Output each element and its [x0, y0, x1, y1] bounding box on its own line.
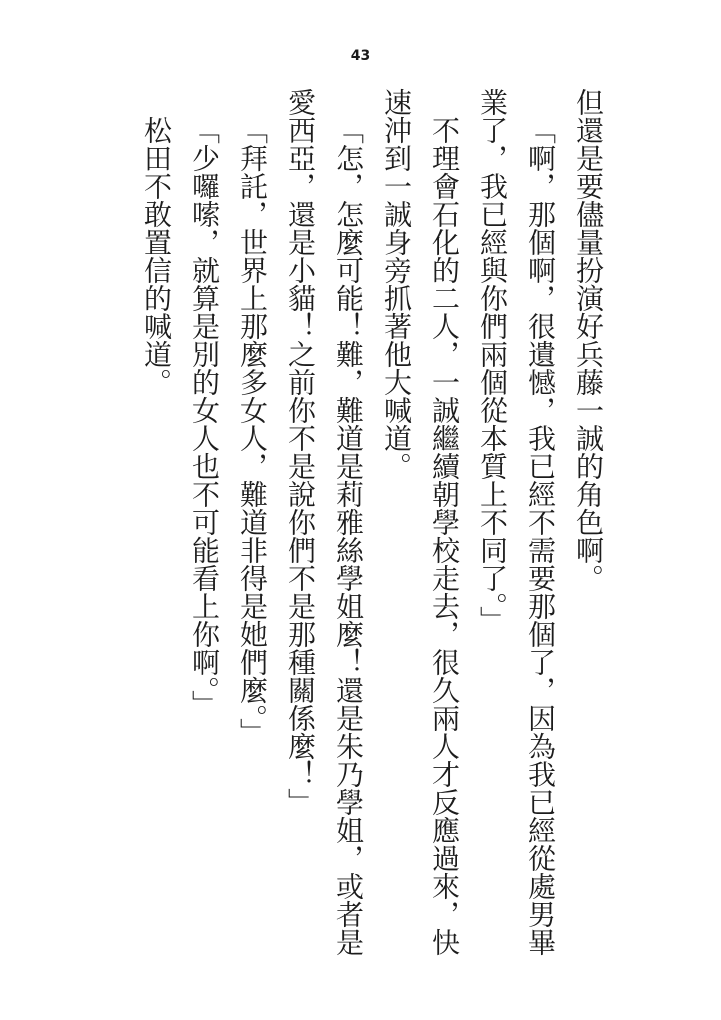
text-block	[131, 88, 611, 968]
paragraph-7: 松田不敢置信的喊道。	[140, 116, 171, 396]
paragraph-3: 不理會石化的二人，一誠繼續朝學校走去，很久兩人才反應過來，快速沖到一誠身旁抓著他大喊道。	[380, 88, 459, 956]
paragraph-4: 「怎，怎麼可能！難，難道是莉雅絲學姐麼！還是朱乃學姐，或者是愛西亞，還是小貓！之前你不是說你們不是那種關係麼！」	[284, 88, 363, 956]
paragraph-2: 「啊，那個啊，很遺憾，我已經不需要那個了，因為我已經從處男畢業了，我已經與你們兩個從本質上不同了。」	[476, 88, 555, 956]
page-number: 43	[350, 48, 371, 64]
paragraph-5: 「拜託，世界上那麼多女人，難道非得是她們麼。」	[236, 116, 267, 746]
paragraph-6: 「少囉嗦，就算是別的女人也不可能看上你啊。」	[188, 116, 219, 718]
paragraph-1: 但還是要儘量扮演好兵藤一誠的角色啊。	[572, 88, 603, 592]
